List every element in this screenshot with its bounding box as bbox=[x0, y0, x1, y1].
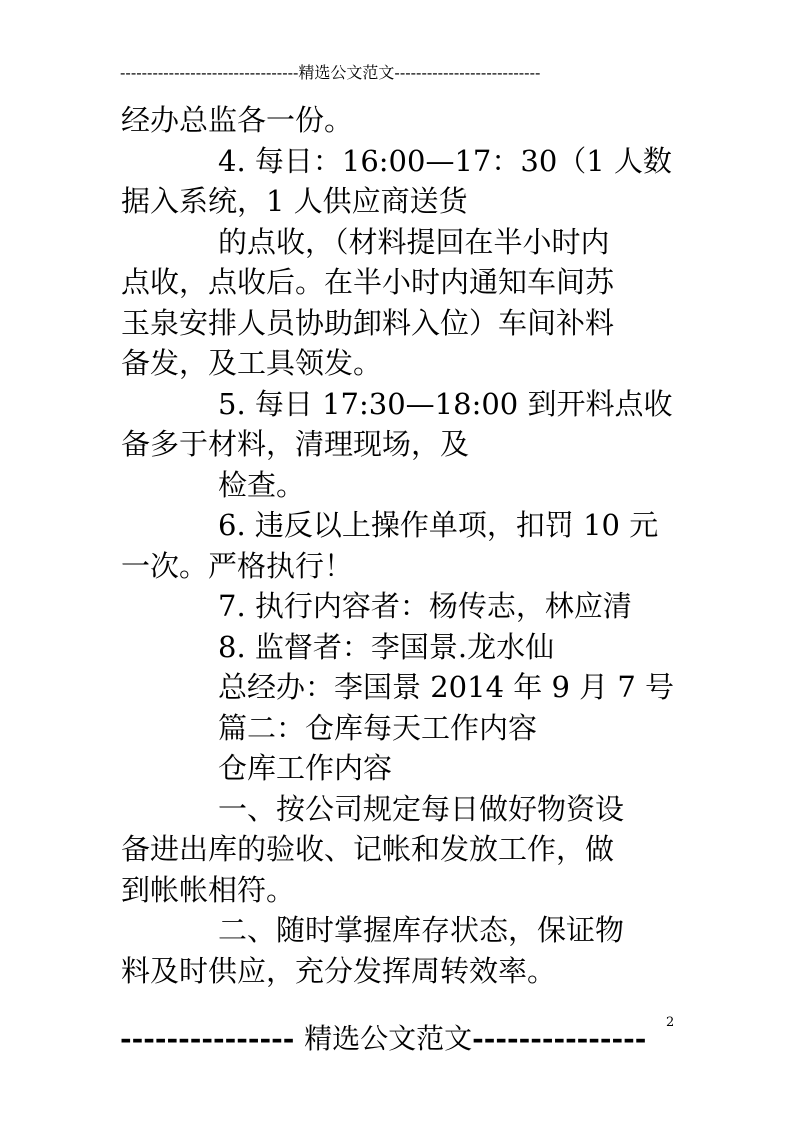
text-line: 玉泉安排人员协助卸料入位）车间补料 bbox=[121, 305, 615, 340]
text-line: 备进出库的验收、记帐和发放工作，做 bbox=[121, 832, 615, 866]
footer-left-dashes: --------------- bbox=[120, 1022, 295, 1055]
text-line: 点收，点收后。在半小时内通知车间苏 bbox=[121, 265, 615, 299]
text-line: 一、按公司规定每日做好物资设 bbox=[218, 791, 625, 826]
header-title: 精选公文范文 bbox=[298, 63, 395, 82]
text-line: 检查。 bbox=[218, 467, 306, 502]
text-line: 篇二：仓库每天工作内容 bbox=[218, 710, 538, 745]
page-header bbox=[120, 62, 665, 84]
text-line: 仓库工作内容 bbox=[218, 751, 393, 785]
page-number: 2 bbox=[666, 1015, 675, 1030]
text-line: 的点收，（材料提回在半小时内 bbox=[218, 224, 610, 259]
text-line: 7. 执行内容者：杨传志，林应清 bbox=[218, 589, 632, 623]
text-line: 5. 每日 17:30—18:00 到开料点收 bbox=[218, 386, 673, 421]
header-left-dashes: --------------------------------- bbox=[120, 63, 299, 82]
text-line: 经办总监各一份。 bbox=[121, 103, 354, 137]
text-line: 一次。严格执行！ bbox=[121, 548, 354, 583]
text-line: 备发，及工具领发。 bbox=[121, 346, 383, 380]
text-line: 备多于材料，清理现场，及 bbox=[121, 427, 470, 461]
text-line: 8. 监督者：李国景.龙水仙 bbox=[218, 629, 555, 664]
document-body bbox=[121, 100, 681, 991]
page-footer bbox=[120, 1022, 660, 1056]
text-line: 6. 违反以上操作单项，扣罚 10 元 bbox=[218, 508, 659, 542]
text-line: 总经办：李国景 2014 年 9 月 7 号 bbox=[218, 670, 675, 704]
text-line: 到帐帐相符。 bbox=[121, 872, 296, 907]
text-line: 料及时供应，充分发挥周转效率。 bbox=[121, 953, 557, 988]
text-line: 二、随时掌握库存状态，保证物 bbox=[218, 913, 625, 947]
header-right-dashes: --------------------------- bbox=[394, 63, 541, 82]
text-line: 4. 每日：16:00—17：30（1 人数 bbox=[218, 143, 672, 178]
footer-title: 精选公文范文 bbox=[304, 1022, 473, 1055]
text-line: 据入系统，1 人供应商送货 bbox=[121, 184, 468, 218]
footer-right-dashes: --------------- bbox=[472, 1022, 647, 1055]
